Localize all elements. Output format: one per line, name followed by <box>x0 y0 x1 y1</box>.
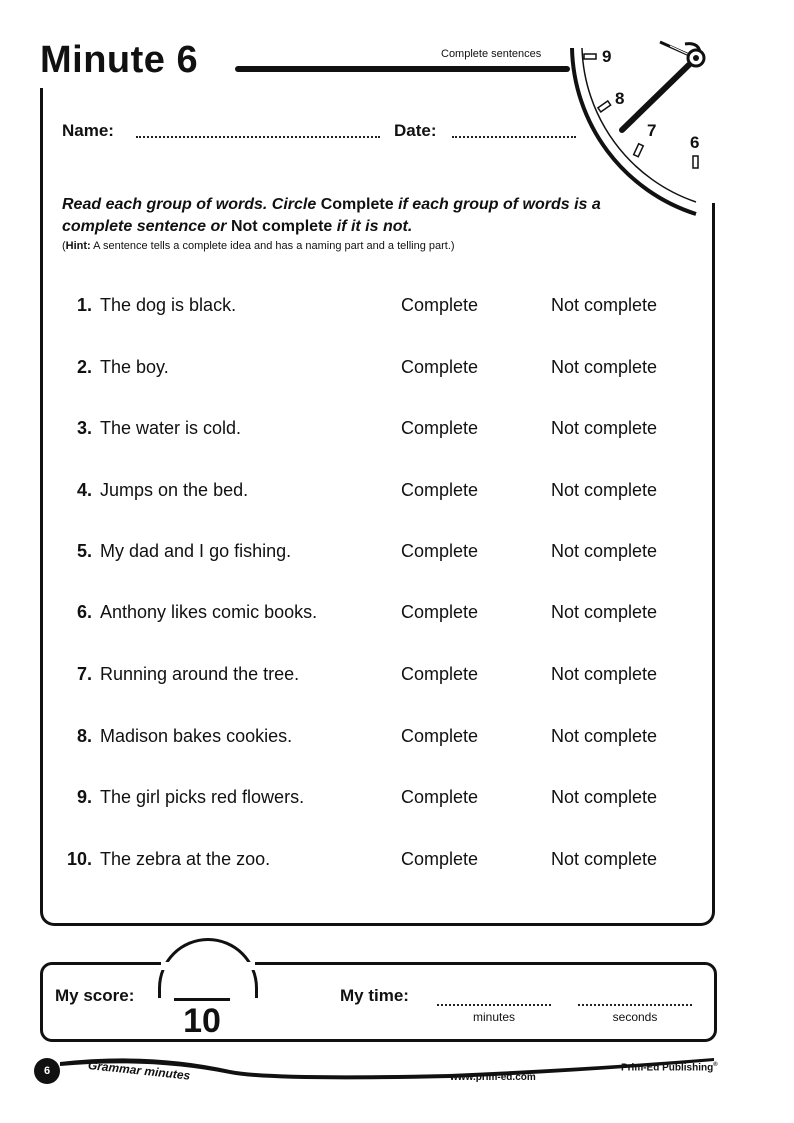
series-title: Grammar minutes <box>87 1058 191 1083</box>
question-row <box>62 478 702 502</box>
clock-numeral: 8 <box>615 89 625 108</box>
time-label: My time: <box>340 986 409 1005</box>
question-text: The boy. <box>100 357 169 377</box>
instructions <box>62 194 622 238</box>
date-field[interactable] <box>452 136 576 138</box>
question-number: 1. <box>76 295 92 315</box>
complete-option[interactable]: Complete <box>401 480 479 500</box>
not-complete-option[interactable]: Not complete <box>551 418 658 438</box>
question-row <box>62 355 702 379</box>
complete-option[interactable]: Complete <box>401 787 479 807</box>
complete-option[interactable]: Complete <box>401 357 479 377</box>
clock-numeral: 6 <box>690 133 700 152</box>
question-row <box>62 724 702 748</box>
question-number: 3. <box>76 418 92 438</box>
question-row <box>62 785 702 809</box>
question-row <box>62 600 702 624</box>
instructions-keyword: Complete <box>320 196 394 213</box>
score-label: My score: <box>55 986 135 1005</box>
score-total: 10 <box>183 1002 221 1040</box>
question-number: 7. <box>76 664 92 684</box>
question-row <box>62 662 702 686</box>
not-complete-option[interactable]: Not complete <box>551 357 658 377</box>
instructions-part: if it is not. <box>332 218 413 235</box>
website-link[interactable]: www.prim-ed.com <box>450 1072 536 1083</box>
registered-mark: ® <box>713 1062 718 1068</box>
page-number: 6 <box>34 1058 60 1084</box>
hint-text: A sentence tells a complete idea and has a naming part and a telling part.) <box>90 240 455 252</box>
hint-label: Hint: <box>65 240 91 252</box>
question-number: 2. <box>76 357 92 377</box>
complete-option[interactable]: Complete <box>401 418 479 438</box>
question-row <box>62 416 702 440</box>
seconds-label: seconds <box>612 1010 658 1024</box>
not-complete-option[interactable]: Not complete <box>551 295 658 315</box>
hint-open: ( <box>62 240 66 252</box>
question-text: The water is cold. <box>100 418 242 438</box>
question-number: 8. <box>76 726 92 746</box>
instructions-keyword: Not complete <box>230 218 333 235</box>
minutes-label: minutes <box>472 1010 516 1024</box>
clock-numeral: 7 <box>647 121 657 140</box>
question-text: Jumps on the bed. <box>100 480 249 500</box>
not-complete-option[interactable]: Not complete <box>551 602 658 622</box>
complete-option[interactable]: Complete <box>401 849 479 869</box>
name-label: Name: <box>62 121 114 140</box>
complete-option[interactable]: Complete <box>401 295 479 315</box>
minutes-field[interactable] <box>437 1004 551 1006</box>
question-number: 9. <box>76 787 92 807</box>
question-row <box>62 539 702 563</box>
publisher-text: Prim-Ed Publishing <box>621 1062 714 1074</box>
instructions-part: Read each group of words. Circle <box>62 196 321 213</box>
not-complete-option[interactable]: Not complete <box>551 664 658 684</box>
hint <box>62 240 455 252</box>
question-row <box>62 847 702 871</box>
score-field[interactable] <box>174 998 230 1001</box>
complete-option[interactable]: Complete <box>401 726 479 746</box>
topic-label: Complete sentences <box>441 48 542 60</box>
complete-option[interactable]: Complete <box>401 541 479 561</box>
not-complete-option[interactable]: Not complete <box>551 787 658 807</box>
complete-option[interactable]: Complete <box>401 664 479 684</box>
question-number: 10. <box>66 849 92 869</box>
publisher-name <box>621 1062 718 1073</box>
question-text: Anthony likes comic books. <box>100 602 318 622</box>
not-complete-option[interactable]: Not complete <box>551 480 658 500</box>
not-complete-option[interactable]: Not complete <box>551 849 658 869</box>
score-tab-join <box>161 962 255 970</box>
question-number: 6. <box>76 602 92 622</box>
question-number: 4. <box>76 480 92 500</box>
page-title: Minute 6 <box>40 39 199 81</box>
question-text: Madison bakes cookies. <box>100 726 293 746</box>
question-text: Running around the tree. <box>100 664 300 684</box>
date-label: Date: <box>394 121 437 140</box>
question-text: The girl picks red flowers. <box>100 787 305 807</box>
question-text: The dog is black. <box>100 295 237 315</box>
question-row <box>62 293 702 317</box>
not-complete-option[interactable]: Not complete <box>551 726 658 746</box>
question-text: My dad and I go fishing. <box>100 541 292 561</box>
clock-numeral: 9 <box>602 47 612 66</box>
complete-option[interactable]: Complete <box>401 602 479 622</box>
not-complete-option[interactable]: Not complete <box>551 541 658 561</box>
question-number: 5. <box>76 541 92 561</box>
seconds-field[interactable] <box>578 1004 692 1006</box>
name-field[interactable] <box>136 136 380 138</box>
instructions-part: if each group of words is a complete sentence or <box>62 196 601 235</box>
question-text: The zebra at the zoo. <box>100 849 271 869</box>
